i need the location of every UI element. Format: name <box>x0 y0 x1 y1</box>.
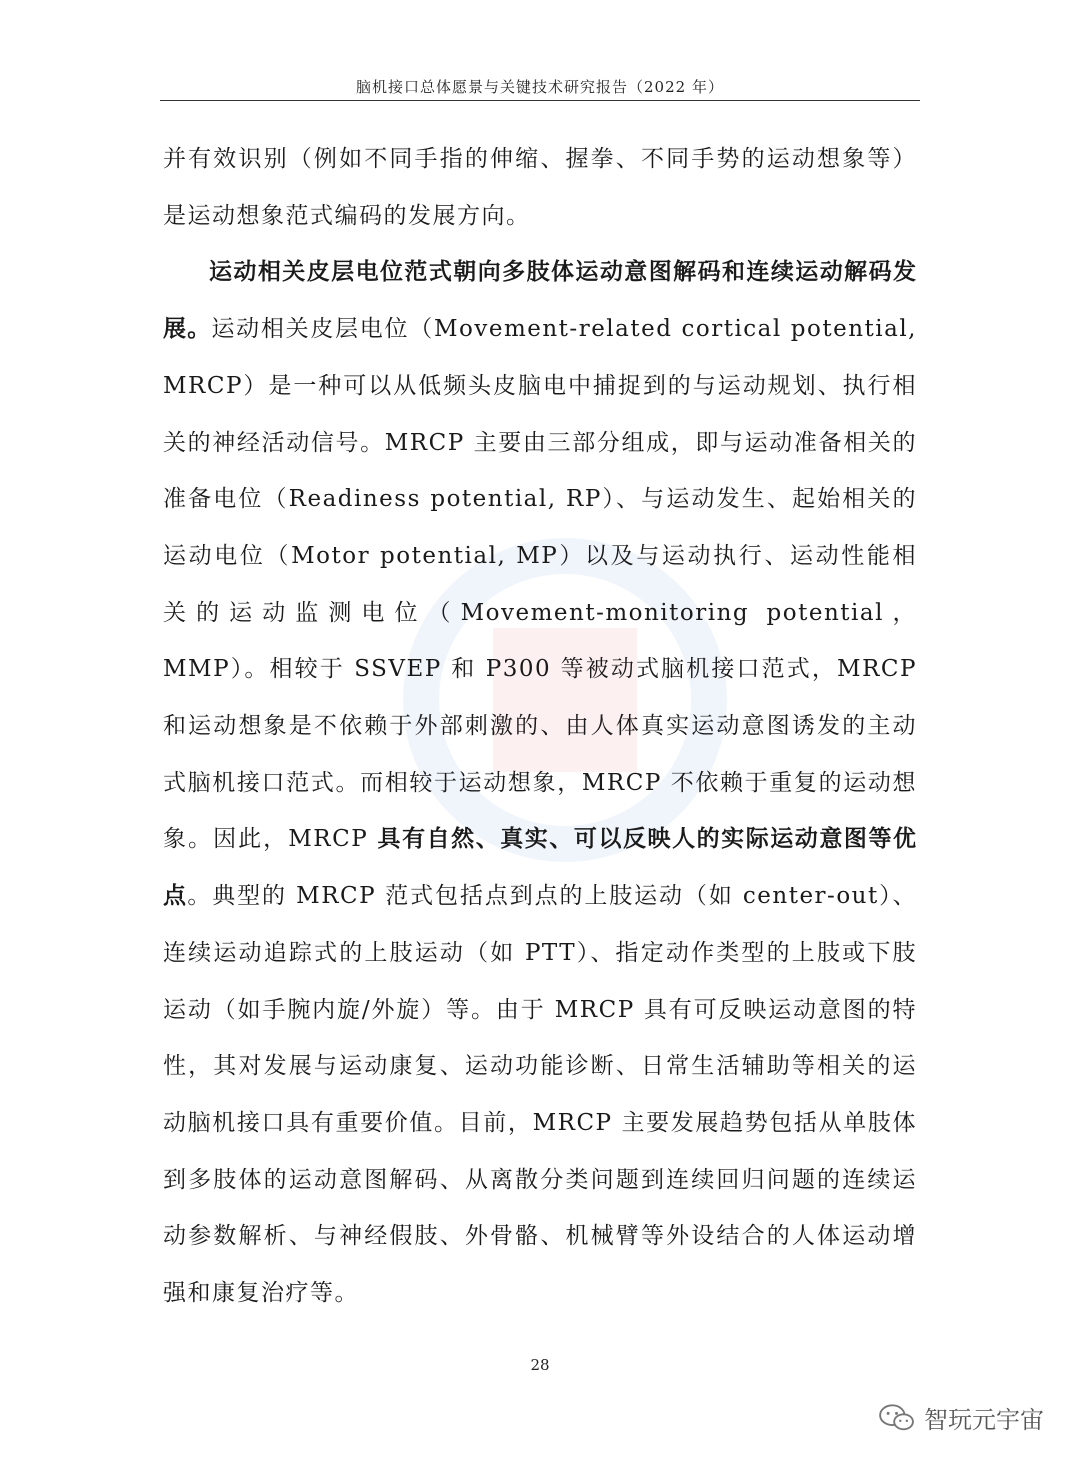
paragraph-1: 并有效识别（例如不同手指的伸缩、握拳、不同手势的运动想象等）是运动想象范式编码的发展方向。 <box>163 146 917 229</box>
bold-highlight: 具有自然、真实、可以反映人的实际运动意图等优点 <box>163 826 917 910</box>
paragraph-2 <box>163 244 917 1321</box>
page-header-title: 脑机接口总体愿景与关键技术研究报告（2022 年） <box>356 78 724 96</box>
watermark-text: 智玩元宇宙 <box>924 1406 1044 1434</box>
header-divider <box>160 100 920 101</box>
account-watermark <box>878 1400 1044 1435</box>
wechat-icon <box>878 1403 916 1433</box>
body-text <box>163 131 917 1322</box>
paragraph-2-text-1: 运动相关皮层电位（Movement-related cortical potential, MRCP）是一种可以从低频头皮脑电中捕捉到的与运动规划、执行相关的神经活动信号。MRCP 主要由三部分组成，即与运动准备相关的准备电位（Readiness potential, RP）、与运动发生、起始相关的运动电位（Motor potential, MP）以及与运动执行、运动性能相关的运动监测电位（Movement-monitoring potential，MMP）。相较于 SSVEP 和 P300 等被动式脑机接口范式，MRCP 和运动想象是不依赖于外部刺激的、由人体真实运动意图诱发的主动式脑机接口范式。而相较于运动想象，MRCP 不依赖于重复的运动想象。因此，MRCP <box>163 316 917 853</box>
paragraph-2-text-2: 。典型的 MRCP 范式包括点到点的上肢运动（如 center-out）、连续运动追踪式的上肢运动（如 PTT）、指定动作类型的上肢或下肢运动（如手腕内旋/外旋）等。由于 MRCP 具有可反映运动意图的特性，其对发展与运动康复、运动功能诊断、日常生活辅助等相关的运动脑机接口具有重要价值。目前，MRCP 主要发展趋势包括从单肢体到多肢体的运动意图解码、从离散分类问题到连续回归问题的连续运动参数解析、与神经假肢、外骨骼、机械臂等外设结合的人体运动增强和康复治疗等。 <box>163 883 918 1307</box>
page-number: 28 <box>530 1356 550 1374</box>
bold-heading: 运动相关皮层电位范式朝向多肢体运动意图解码和连续运动解码发展。 <box>163 259 917 343</box>
